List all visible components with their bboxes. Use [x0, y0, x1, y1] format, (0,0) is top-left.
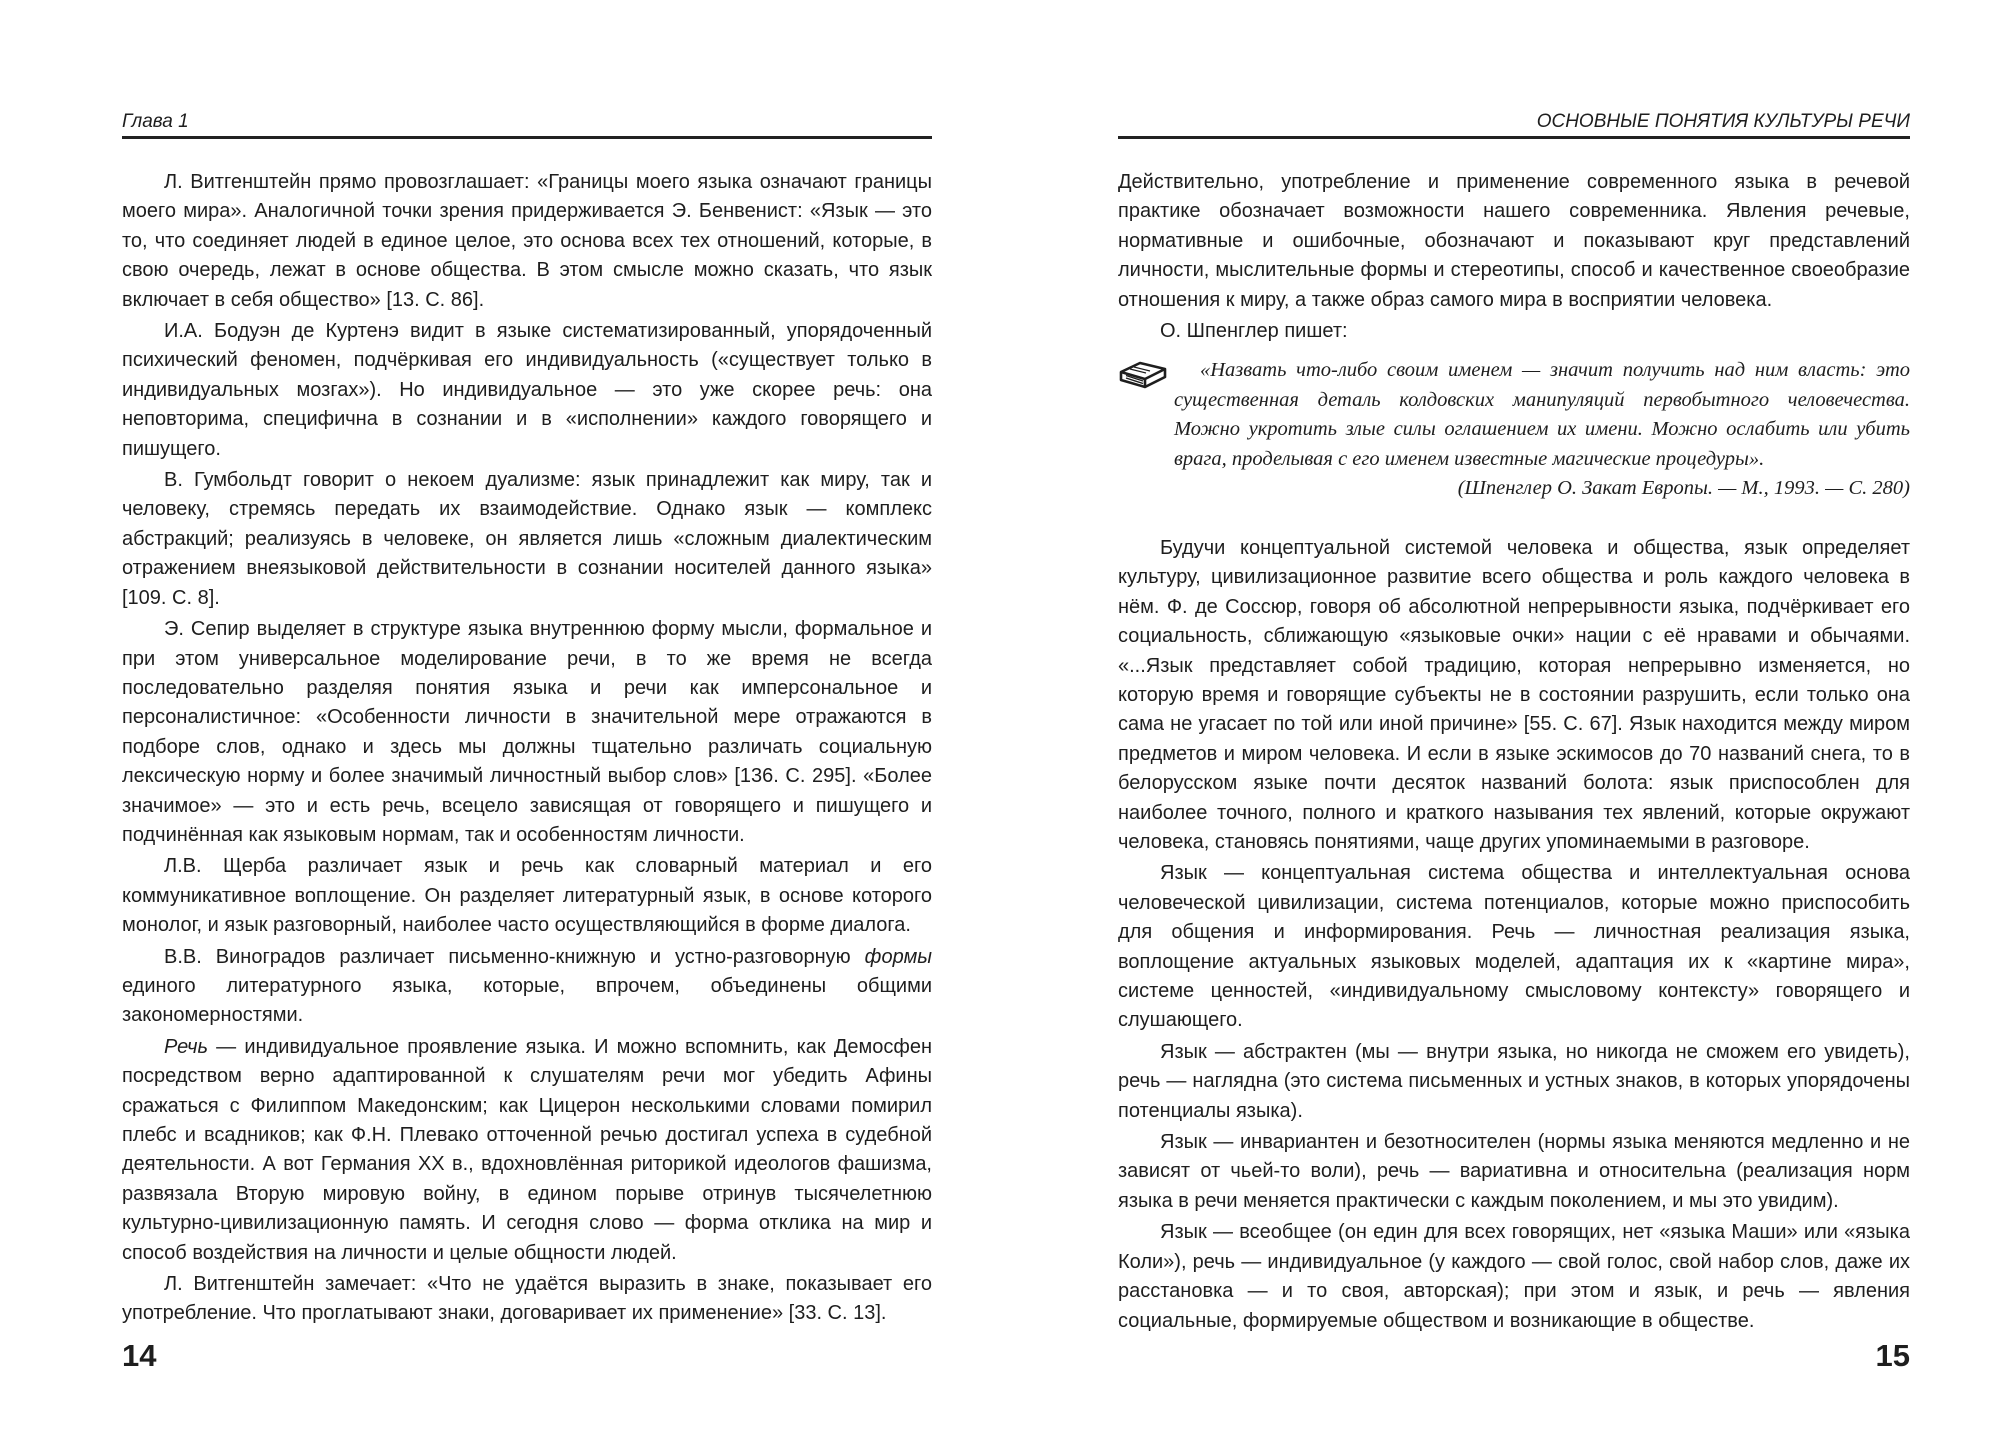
right-page-text	[1118, 168, 1910, 1338]
quote-text: «Назвать что-либо своим именем — значит получить над ним власть: это существенная деталь колдовских манипуляций первобытного человечества. Можно укротить злые силы оглашением их имени. Можно ослабить или убить врага, проделывая с его именем известные магические процедуры».	[1174, 359, 1910, 470]
paragraph: Будучи концептуальной системой человека и общества, язык определяет культуру, цивилизационное развитие всего общества и роль каждого человека в нём. Ф. де Соссюр, говоря об абсолютной непрерывности языка, подчёркивает его социальность, сближающую «языковые очки» нации с её нравами и обычаями. «...Язык представляет собой традицию, которая непрерывно изменяется, но которую время и говорящие субъекты не в состоянии разрушить, если только она сама не угасает по той или иной причине» [55. С. 67]. Язык находится между миром предметов и миром человека. И если в языке эскимосов до 70 названий снега, то в белорусском языке почти десяток названий болота: язык приспособлен для наиболее точного, полного и краткого называния тех явлений, которые окружают человека, становясь понятиями, чаще других упоминаемыми в разговоре.	[1118, 536, 1910, 853]
running-head-title: ОСНОВНЫЕ ПОНЯТИЯ КУЛЬТУРЫ РЕЧИ	[1118, 110, 1910, 139]
paragraph-text: — индивидуальное проявление языка. И можно вспомнить, как Демосфен посредством верно адаптированной к слушателям речи мог убедить Афины сражаться с Филиппом Македонским; как Цицерон несколькими словами помирил плебс и всадников; как Ф.Н. Плевако отточенной речью достигал успеха в судебной деятельности. А вот Германия XX в., вдохновлённая риторикой идеологов фашизма, развязала Вторую мировую войну, в едином порыве отринув тысячелетнюю культурно-цивилизационную память. И сегодня слово — форма отклика на мир и способ воздействия на личности и целые общности людей.	[122, 1035, 932, 1264]
paragraph: В. Гумбольдт говорит о некоем дуализме: язык принадлежит как миру, так и человеку, стремясь передать их взаимодействие. Однако язык — комплекс абстракций; реализуясь в человеке, он является лишь «сложным диалектическим отражением внеязыковой действительности в сознании носителей данного языка» [109. С. 8].	[122, 469, 932, 609]
left-page-text	[122, 168, 932, 1331]
emphasis: Речь	[164, 1035, 208, 1058]
emphasis: формы	[864, 945, 932, 968]
right-page	[1118, 0, 1910, 1454]
paragraph: О. Шпенглер пишет:	[1160, 320, 1348, 343]
paragraph: Язык — всеобщее (он един для всех говорящих, нет «языка Маши» или «языка Коли»), речь — индивидуальное (у каждого — свой голос, свой набор слов, даже их расстановка — и то своя, авторская); при этом и язык, и речь — явления социальные, формируемые обществом и возникающие в обществе.	[1118, 1221, 1910, 1332]
paragraph: Язык — концептуальная система общества и интеллектуальная основа человеческой цивилизации, система потенциалов, которые можно приспособить для общения и информирования. Речь — личностная реализация языка, воплощение актуальных языковых моделей, адаптация их к «картине мира», системе ценностей, «индивидуальному смысловому контексту» говорящего и слушающего.	[1118, 862, 1910, 1032]
paragraph: Э. Сепир выделяет в структуре языка внутреннюю форму мысли, формальное и при этом универсальное моделирование речи, в то же время не всегда последовательно разделяя понятия языка и речи как имперсональное и персоналистичное: «Особенности личности в значительной мере отражаются в подборе слов, однако и здесь мы должны тщательно различать социальную лексическую норму и более значимый личностный выбор слов» [136. С. 295]. «Более значимое» — это и есть речь, всецело зависящая от говорящего и пишущего и подчинённая как языковым нормам, так и особенностям личности.	[122, 618, 932, 846]
book-icon	[1118, 360, 1168, 390]
quotation-block	[1118, 356, 1910, 504]
page-number: 14	[122, 1338, 157, 1373]
paragraph: Язык — абстрактен (мы — внутри языка, но никогда не сможем его увидеть), речь — наглядна (это система письменных и устных знаков, в которых упорядочены потенциалы языка).	[1118, 1040, 1910, 1122]
paragraph-text: единого литературного языка, которые, впрочем, объединены общими закономерностями.	[122, 974, 932, 1027]
paragraph: Л.В. Щерба различает язык и речь как словарный материал и его коммуникативное воплощение. Он разделяет литературный язык, в основе которого монолог, и язык разговорный, наиболее часто осуществляющийся в форме диалога.	[122, 855, 932, 937]
left-page	[122, 0, 932, 1454]
page-number: 15	[1875, 1338, 1910, 1373]
paragraph: Действительно, употребление и применение современного языка в речевой практике обозначает возможности нашего современника. Явления речевые, нормативные и ошибочные, обозначают и показывают круг представлений личности, мыслительные формы и стереотипы, способ и качественное своеобразие отношения к миру, а также образ самого мира в восприятии человека.	[1118, 171, 1910, 311]
paragraph: Л. Витгенштейн замечает: «Что не удаётся выразить в знаке, показывает его употребление. Что проглатывают знаки, договаривает их применение» [33. С. 13].	[122, 1273, 932, 1325]
paragraph: Л. Витгенштейн прямо провозглашает: «Границы моего языка означают границы моего мира». Аналогичной точки зрения придерживается Э. Бенвенист: «Язык — это то, что соединяет людей в единое целое, это основа всех тех отношений, которые, в свою очередь, лежат в основе общества. В этом смысле можно сказать, что язык включает в себя общество» [13. С. 86].	[122, 171, 932, 311]
paragraph	[122, 1033, 932, 1268]
quote-source: (Шпенглер О. Закат Европы. — М., 1993. — С. 280)	[1457, 477, 1910, 500]
running-head-chapter: Глава 1	[122, 110, 932, 139]
paragraph-text: В.В. Виноградов различает письменно-книжную и устно-разговорную	[164, 945, 865, 968]
paragraph	[122, 943, 932, 1031]
paragraph: Язык — инвариантен и безотносителен (нормы языка меняются медленно и не зависят от чьей-то воли), речь — вариативна и относительна (реализация норм языка в речи меняется практически с каждым поколением, и мы это увидим).	[1118, 1131, 1910, 1212]
paragraph: И.А. Бодуэн де Куртенэ видит в языке систематизированный, упорядоченный психический феномен, подчёркивая его индивидуальность («существует только в индивидуальных мозгах»). Но индивидуальное — это уже скорее речь: она неповторима, специфична в сознании и в «исполнении» каждого говорящего и пишущего.	[122, 320, 932, 460]
